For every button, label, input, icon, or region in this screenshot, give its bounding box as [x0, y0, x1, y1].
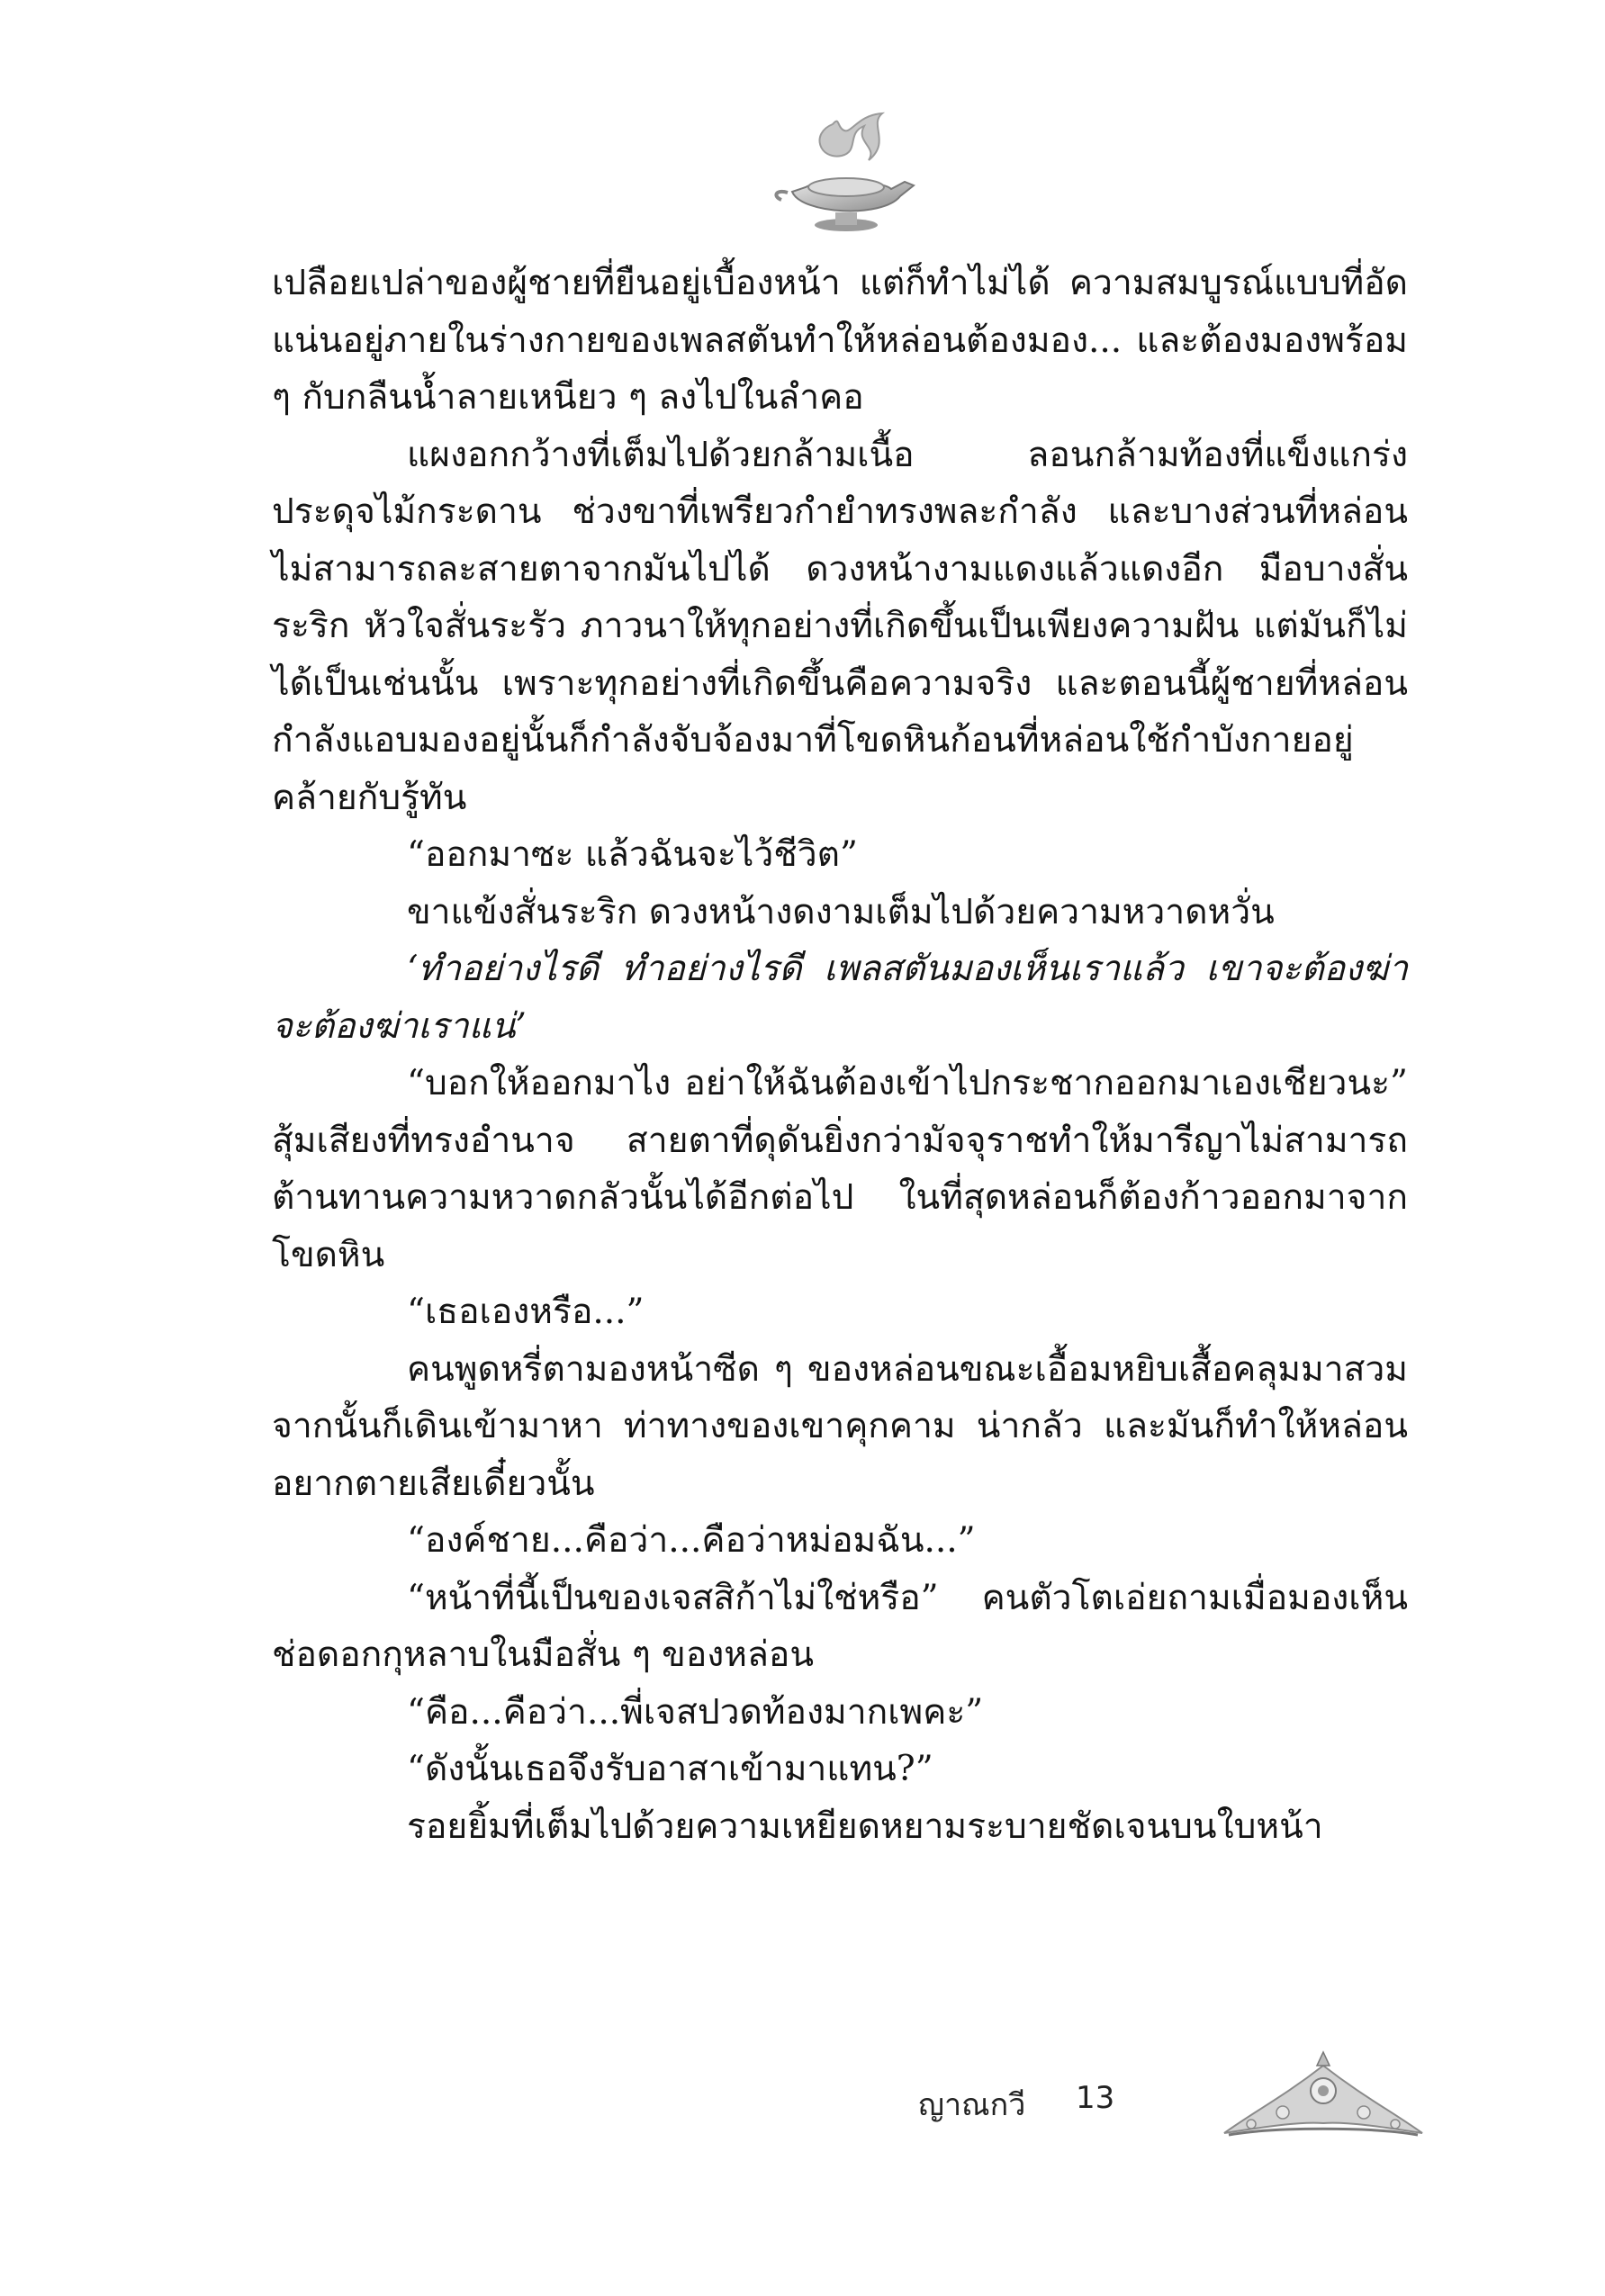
- paragraph-5: คนพูดหรี่ตามองหน้าซีด ๆ ของหล่อนขณะเอื้อมหยิบเสื้อคลุมมาสวม จากนั้นก็เดินเข้ามาหา ท่าทางของเขาคุกคาม น่ากลัว และมันก็ทำให้หล่อนอยากตายเสียเดี๋ยวนั้น: [272, 1348, 1408, 1504]
- paragraph-6: “หน้าที่นี้เป็นของเจสสิก้าไม่ใช่หรือ” คนตัวโตเอ่ยถามเมื่อมองเห็นช่อดอกกุหลาบในมือสั่น ๆ ของหล่อน: [272, 1577, 1408, 1675]
- magic-lamp-icon: [756, 106, 936, 241]
- dialogue-4: “คือ...คือว่า...พี่เจสปวดท้องมากเพคะ”: [407, 1691, 984, 1733]
- author-name: ญาณกวี: [918, 2087, 1026, 2123]
- paragraph-3: ขาแข้งสั่นระริก ดวงหน้างดงามเต็มไปด้วยความหวาดหวั่น: [407, 891, 1275, 932]
- paragraph-2: แผงอกกว้างที่เต็มไปด้วยกล้ามเนื้อ ลอนกล้ามท้องที่แข็งแกร่งประดุจไม้กระดาน ช่วงขาที่เพรียวกำยำทรงพละกำลัง และบางส่วนที่หล่อนไม่สามารถละสายตาจากมันไปได้ ดวงหน้างามแดงแล้วแดงอีก มือบางสั่นระริก หัวใจสั่นระรัว ภาวนาให้ทุกอย่างที่เกิดขึ้นเป็นเพียงความฝัน แต่มันก็ไม่ได้เป็นเช่นนั้น เพราะทุกอย่างที่เกิดขึ้นคือความจริง และตอนนี้ผู้ชายที่หล่อนกำลังแอบมองอยู่นั้นก็กำลังจับจ้องมาที่โขดหินก้อนที่หล่อนใช้กำบังกายอยู่คล้ายกับรู้ทัน: [272, 434, 1408, 818]
- dialogue-1: “ออกมาซะ แล้วฉันจะไว้ชีวิต”: [407, 834, 858, 875]
- tiara-icon: [1220, 2048, 1427, 2147]
- dialogue-2: “เธอเองหรือ...”: [407, 1292, 645, 1332]
- page-footer: [918, 2048, 1422, 2156]
- page-number: 13: [1076, 2080, 1115, 2116]
- paragraph-7: รอยยิ้มที่เต็มไปด้วยความเหยียดหยามระบายชัดเจนบนใบหน้า: [407, 1805, 1323, 1847]
- paragraph-4: “บอกให้ออกมาไง อย่าให้ฉันต้องเข้าไปกระชากออกมาเองเชียวนะ” สุ้มเสียงที่ทรงอำนาจ สายตาที่ดุดันยิ่งกว่ามัจจุราชทำให้มารีญาไม่สามารถต้านทานความหวาดกลัวนั้นได้อีกต่อไป ในที่สุดหล่อนก็ต้องก้าวออกมาจากโขดหิน: [272, 1063, 1408, 1275]
- story-text: [272, 255, 1408, 1855]
- dialogue-5: “ดังนั้นเธอจึงรับอาสาเข้ามาแทน?”: [407, 1749, 933, 1789]
- inner-thought: ‘ทำอย่างไรดี ทำอย่างไรดี เพลสตันมองเห็นเราแล้ว เขาจะต้องฆ่า จะต้องฆ่าเราแน่’: [272, 949, 1408, 1047]
- dialogue-3: “องค์ชาย...คือว่า...คือว่าหม่อมฉัน...”: [407, 1520, 976, 1561]
- paragraph-1: เปลือยเปล่าของผู้ชายที่ยืนอยู่เบื้องหน้า แต่ก็ทำไม่ได้ ความสมบูรณ์แบบที่อัดแน่นอยู่ภายในร่างกายของเพลสตันทำให้หล่อนต้องมอง... และต้องมองพร้อม ๆ กับกลืนน้ำลายเหนียว ๆ ลงไปในลำคอ: [272, 263, 1408, 418]
